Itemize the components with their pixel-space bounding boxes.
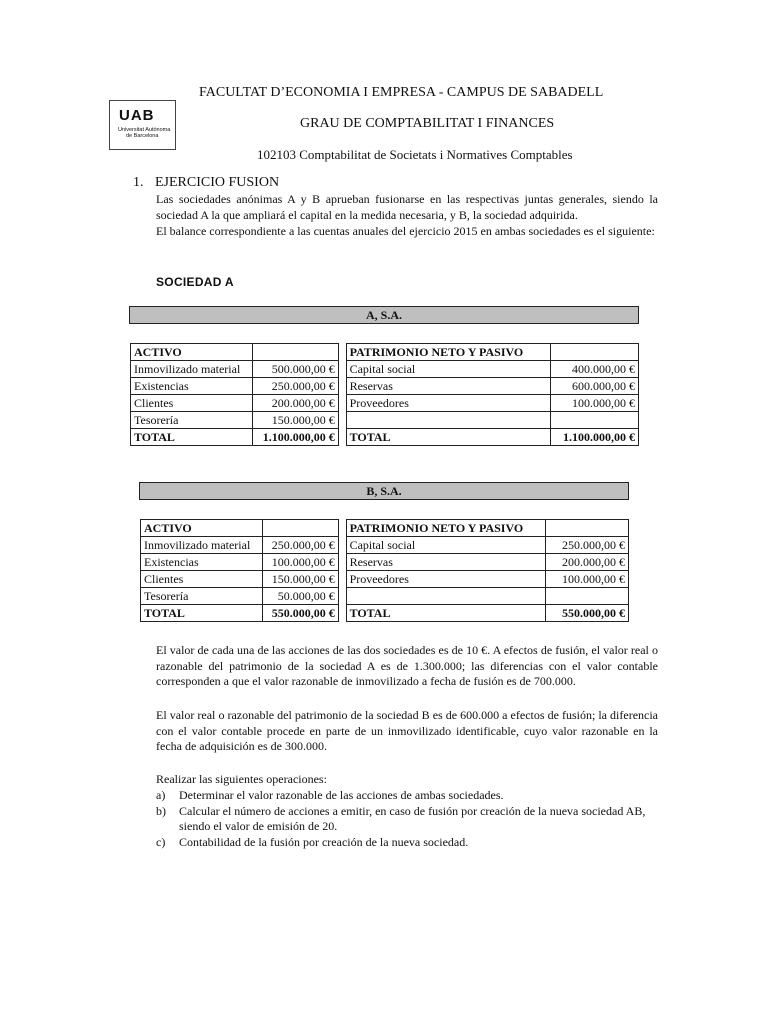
balance-intro: El balance correspondiente a las cuentas anuales del ejercicio 2015 en ambas sociedades es el siguiente: <box>156 224 655 238</box>
table-header-row <box>131 344 639 361</box>
activo-header: ACTIVO <box>141 520 263 537</box>
table-row: Inmovilizado material 250.000,00 € Capital social 250.000,00 € <box>141 537 629 554</box>
company-b-band: B, S.A. <box>139 482 629 500</box>
exercise-intro: Las sociedades anónimas A y B aprueban fusionarse en las respectivas juntas generales, siendo la sociedad A la que ampliará el capital en la medida necesaria, y B, la sociedad adquirida. <box>156 192 658 222</box>
list-item: b) Calcular el número de acciones a emitir, en caso de fusión por creación de la nueva sociedad AB, siendo el valor de emisión de 20. <box>156 803 646 833</box>
uab-logo <box>109 100 176 150</box>
activo-header: ACTIVO <box>131 344 253 361</box>
table-row: Existencias 250.000,00 € Reservas 600.000,00 € <box>131 378 639 395</box>
pasivo-header: PATRIMONIO NETO Y PASIVO <box>346 344 551 361</box>
operations-list <box>156 788 658 850</box>
total-row: TOTAL 1.100.000,00 € TOTAL 1.100.000,00 € <box>131 429 639 446</box>
table-row: Clientes 150.000,00 € Proveedores 100.000,00 € <box>141 571 629 588</box>
table-row: Tesorería 50.000,00 € <box>141 588 629 605</box>
exercise-heading <box>133 175 280 191</box>
exercise-number: 1. <box>133 175 144 190</box>
degree-title: GRAU DE COMPTABILITAT I FINANCES <box>300 116 555 131</box>
pasivo-header: PATRIMONIO NETO Y PASIVO <box>346 520 546 537</box>
total-row: TOTAL 550.000,00 € TOTAL 550.000,00 € <box>141 605 629 622</box>
company-a-band: A, S.A. <box>129 306 639 324</box>
table-header-row <box>141 520 629 537</box>
course-title: 102103 Comptabilitat de Societats i Normatives Comptables <box>257 147 573 162</box>
table-row: Tesorería 150.000,00 € <box>131 412 639 429</box>
valuation-paragraph-1: El valor de cada una de las acciones de las dos sociedades es de 10 €. A efectos de fusión, el valor real o razonable del patrimonio de la sociedad A es de 1.300.000; las diferencias con el valor contable corresponden a que el valor razonable de inmovilizado a fecha de fusión es de 700.000. <box>156 643 658 688</box>
table-row: Existencias 100.000,00 € Reservas 200.000,00 € <box>141 554 629 571</box>
table-row: Inmovilizado material 500.000,00 € Capital social 400.000,00 € <box>131 361 639 378</box>
list-item: a) Determinar el valor razonable de las acciones de ambas sociedades. <box>156 788 504 802</box>
logo-mark: UAB <box>119 107 155 124</box>
table-row: Clientes 200.000,00 € Proveedores 100.000,00 € <box>131 395 639 412</box>
logo-line-2: de Barcelona <box>126 133 159 139</box>
company-a-balance-table <box>130 343 639 446</box>
section-a-title: SOCIEDAD A <box>156 275 234 289</box>
operations-intro: Realizar las siguientes operaciones: <box>156 772 327 786</box>
valuation-paragraph-2: El valor real o razonable del patrimonio de la sociedad B es de 600.000 a efectos de fusión; la diferencia con el valor contable procede en parte de un inmovilizado identificable, cuyo valor razonable en la fecha de adquisición es de 300.000. <box>156 708 658 753</box>
faculty-title: FACULTAT D’ECONOMIA I EMPRESA - CAMPUS DE SABADELL <box>199 85 604 100</box>
exercise-title: EJERCICIO FUSION <box>155 175 280 190</box>
company-b-balance-table <box>140 519 629 622</box>
logo-line-1: Universitat Autònoma <box>118 127 171 133</box>
list-item: c) Contabilidad de la fusión por creación de la nueva sociedad. <box>156 834 469 849</box>
